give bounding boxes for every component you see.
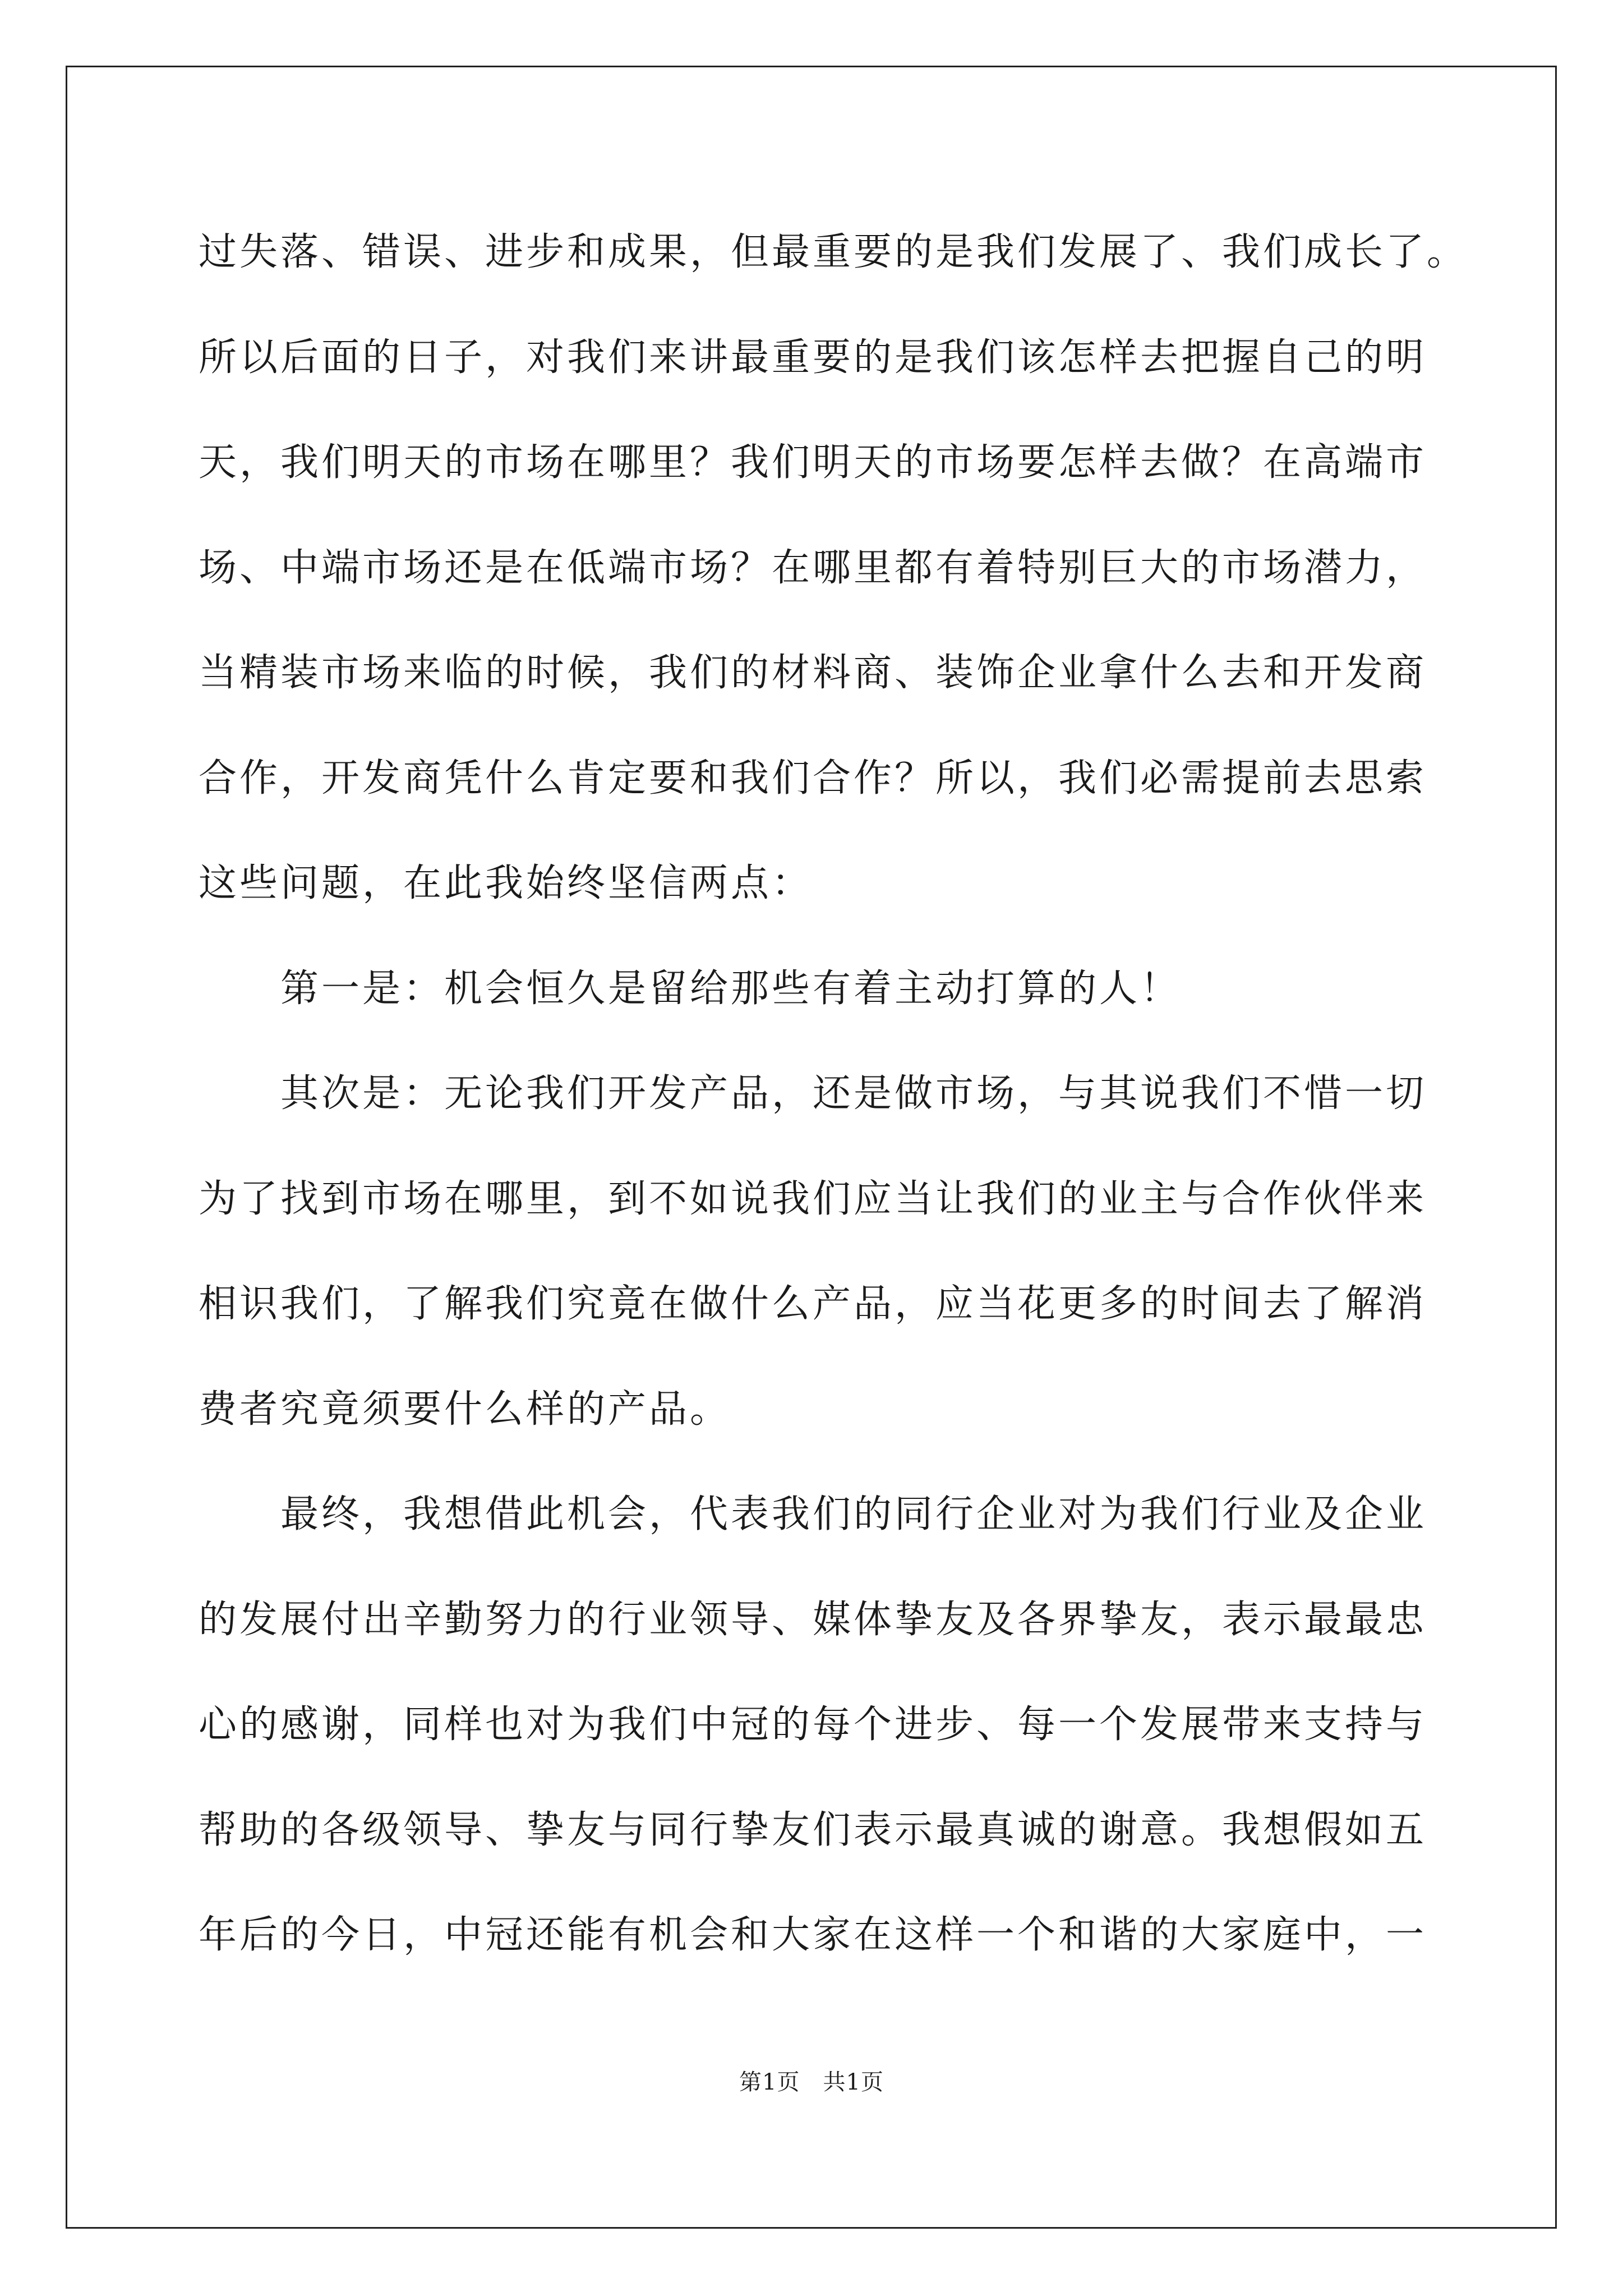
text-line: 相识我们，了解我们究竟在做什么产品，应当花更多的时间去了解消 [199, 1282, 1427, 1326]
text-line: 合作，开发商凭什么肯定要和我们合作？所以，我们必需提前去思索 [199, 756, 1427, 800]
text-line: 费者究竟须要什么样的产品。 [199, 1387, 731, 1432]
text-line: 场、中端市场还是在低端市场？在哪里都有着特别巨大的市场潜力， [199, 545, 1427, 590]
text-line: 当精装市场来临的时候，我们的材料商、装饰企业拿什么去和开发商 [199, 651, 1427, 695]
text-line: 最终，我想借此机会，代表我们的同行企业对为我们行业及企业 [199, 1492, 1427, 1536]
page-footer: 第1页 共1页 [739, 2069, 884, 2095]
text-line: 为了找到市场在哪里，到不如说我们应当让我们的业主与合作伙伴来 [199, 1176, 1427, 1221]
text-line: 天，我们明天的市场在哪里？我们明天的市场要怎样去做？在高端市 [199, 440, 1427, 485]
text-line: 年后的今日，中冠还能有机会和大家在这样一个和谐的大家庭中，一 [199, 1913, 1427, 1957]
text-line: 这些问题，在此我始终坚信两点： [199, 861, 813, 905]
text-line: 第一是：机会恒久是留给那些有着主动打算的人！ [199, 966, 1182, 1011]
text-line: 心的感谢，同样也对为我们中冠的每个进步、每一个发展带来支持与 [199, 1703, 1427, 1747]
text-line: 其次是：无论我们开发产品，还是做市场，与其说我们不惜一切 [199, 1071, 1427, 1116]
text-line: 过失落、错误、进步和成果，但最重要的是我们发展了、我们成长了。 [199, 230, 1468, 274]
document-body [199, 200, 1468, 1988]
text-line: 帮助的各级领导、挚友与同行挚友们表示最真诚的谢意。我想假如五 [199, 1807, 1427, 1852]
text-line: 所以后面的日子，对我们来讲最重要的是我们该怎样去把握自己的明 [199, 335, 1427, 380]
text-line: 的发展付出辛勤努力的行业领导、媒体挚友及各界挚友，表示最最忠 [199, 1597, 1427, 1642]
